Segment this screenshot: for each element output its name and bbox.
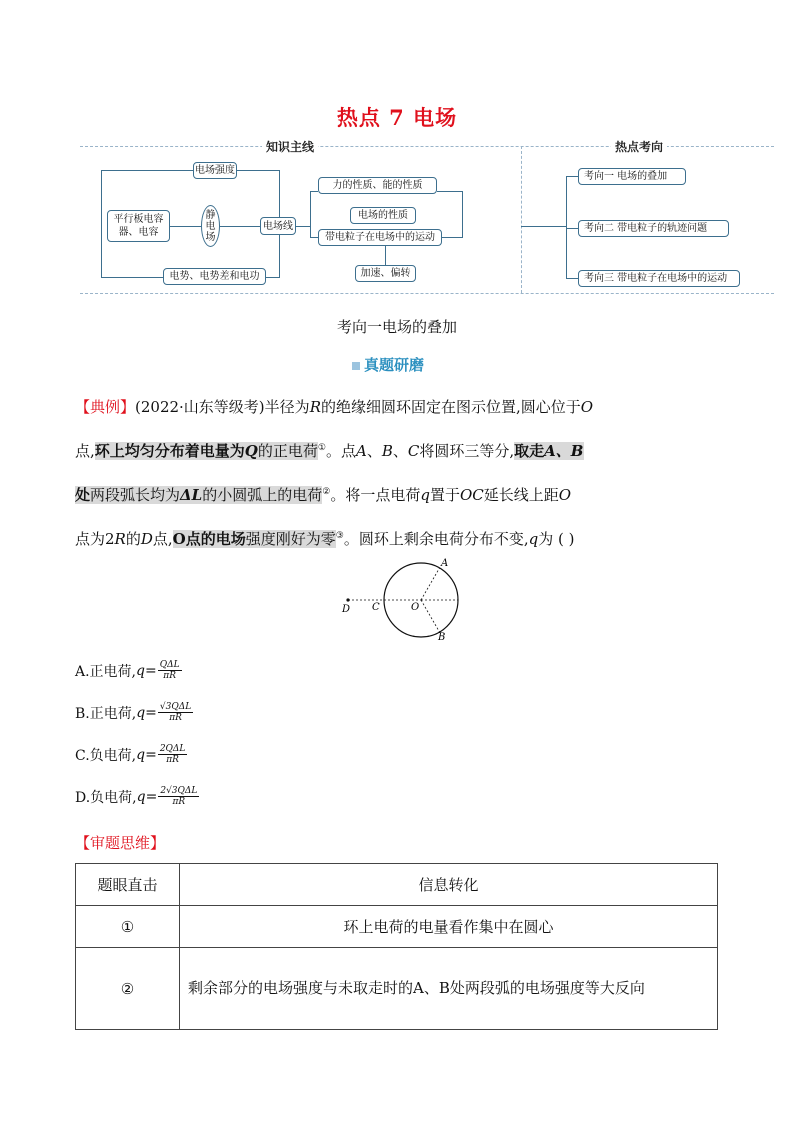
label-o: O [411, 602, 420, 613]
connector [310, 237, 318, 238]
square-bullet-icon [352, 362, 360, 370]
connector [279, 235, 280, 277]
fraction: $\frac{\text{2QΔL}}{\pi R}$ [159, 744, 186, 765]
connector [101, 170, 102, 277]
mindmap-divider [521, 146, 522, 293]
connector [566, 228, 578, 229]
label-a: A [441, 558, 449, 569]
connector [566, 278, 578, 279]
mindmap-bottom-border [80, 293, 774, 294]
connector [101, 277, 163, 278]
fraction: $\frac{\text{2√3QΔL}}{\pi R}$ [160, 786, 198, 807]
connector [220, 226, 260, 227]
page-title: 热点 7 电场 [336, 105, 458, 130]
key-phrase-1: 环上均匀分布着电量为 [94, 442, 245, 460]
table-row [76, 906, 718, 948]
node-field-property: 电场的性质 [350, 207, 416, 224]
radius-b [421, 600, 440, 632]
node-field-line: 电场线 [260, 217, 296, 235]
subsection-title: 考向一电场的叠加 [336, 318, 457, 336]
option-d[interactable]: D.负电荷, q= $\frac{\text{2√3QΔL}}{\pi R}$ [75, 786, 198, 807]
label-d: D [342, 604, 351, 615]
connector [437, 191, 462, 192]
marker-3: ③ [335, 531, 344, 541]
connector [521, 226, 566, 227]
option-c[interactable]: C.负电荷, q= $\frac{\text{2QΔL}}{\pi R}$ [75, 744, 186, 765]
table-cell-text: 环上电荷的电量看作集中在圆心 [180, 906, 718, 948]
connector [310, 191, 311, 237]
marker-2: ② [322, 487, 331, 497]
table-header: 题眼直击 [76, 864, 180, 906]
point-d [346, 598, 349, 601]
node-particle-motion: 带电粒子在电场中的运动 [318, 229, 442, 246]
table-row [76, 948, 718, 1030]
table-header: 信息转化 [180, 864, 718, 906]
option-a[interactable]: A.正电荷, q= $\frac{\text{QΔL}}{\pi R}$ [75, 660, 180, 681]
connector [442, 237, 462, 238]
thinking-heading: 【审题思维】 [75, 834, 166, 852]
direction-1: 考向一 电场的叠加 [578, 168, 686, 185]
direction-3: 考向三 带电粒子在电场中的运动 [578, 270, 740, 287]
fraction: $\frac{\text{√3QΔL}}{\pi R}$ [159, 702, 192, 723]
option-b[interactable]: B.正电荷, q= $\frac{\text{√3QΔL}}{\pi R}$ [75, 702, 192, 723]
fraction: $\frac{\text{QΔL}}{\pi R}$ [159, 660, 180, 681]
label-b: B [438, 632, 446, 643]
node-field-strength: 电场强度 [193, 162, 237, 179]
connector [266, 277, 280, 278]
node-force-energy: 力的性质、能的性质 [318, 177, 437, 194]
connector [170, 226, 201, 227]
example-tag: 【典例】 [75, 398, 136, 416]
analysis-table [75, 863, 718, 1030]
direction-2: 考向二 带电粒子的轨迹问题 [578, 220, 729, 237]
ring-figure [335, 555, 465, 645]
node-parallel-plate: 平行板电容器、电容 [107, 210, 170, 242]
marker-1: ① [317, 443, 326, 453]
problem-text: 【典例】(2022·山东等级考)半径为R的绝缘细圆环固定在图示位置,圆心位于O 点,环上均匀分布着电量为Q的正电荷①。点A、B、C将圆环三等分,取走A、B 处两段弧长均为ΔL的小圆弧上的电荷②。将一点电荷q置于OC延长线上距O 点为2R的D点,O点的电场强度刚好为零③。圆环上剩余电荷分布不变,q为 ( ) [75, 398, 594, 548]
connector [310, 191, 318, 192]
connector [279, 170, 280, 217]
knowledge-mainline-label: 知识主线 [262, 138, 318, 155]
label-c: C [372, 602, 380, 613]
key-phrase-2: 取走 [514, 442, 545, 460]
radius-a [421, 568, 440, 600]
connector [296, 226, 310, 227]
connector [385, 244, 386, 265]
node-static-field: 静电场 [201, 205, 220, 247]
mindmap [0, 0, 794, 310]
table-header-row [76, 864, 718, 906]
connector [237, 170, 279, 171]
node-accel-deflect: 加速、偏转 [355, 265, 416, 282]
section-heading: 真题研磨 [352, 354, 424, 375]
node-potential: 电势、电势差和电功 [163, 268, 266, 285]
table-cell-text: 剩余部分的电场强度与未取走时的A、B处两段弧的电场强度等大反向 [180, 948, 718, 1030]
hot-directions-label: 热点考向 [611, 138, 667, 155]
connector [566, 176, 567, 278]
table-cell-mark: ② [76, 948, 180, 1030]
key-phrase-3: O点的电场 [172, 530, 246, 548]
connector [462, 191, 463, 238]
connector [566, 176, 578, 177]
connector [101, 170, 193, 171]
mindmap-top-border [80, 146, 774, 147]
table-cell-mark: ① [76, 906, 180, 948]
